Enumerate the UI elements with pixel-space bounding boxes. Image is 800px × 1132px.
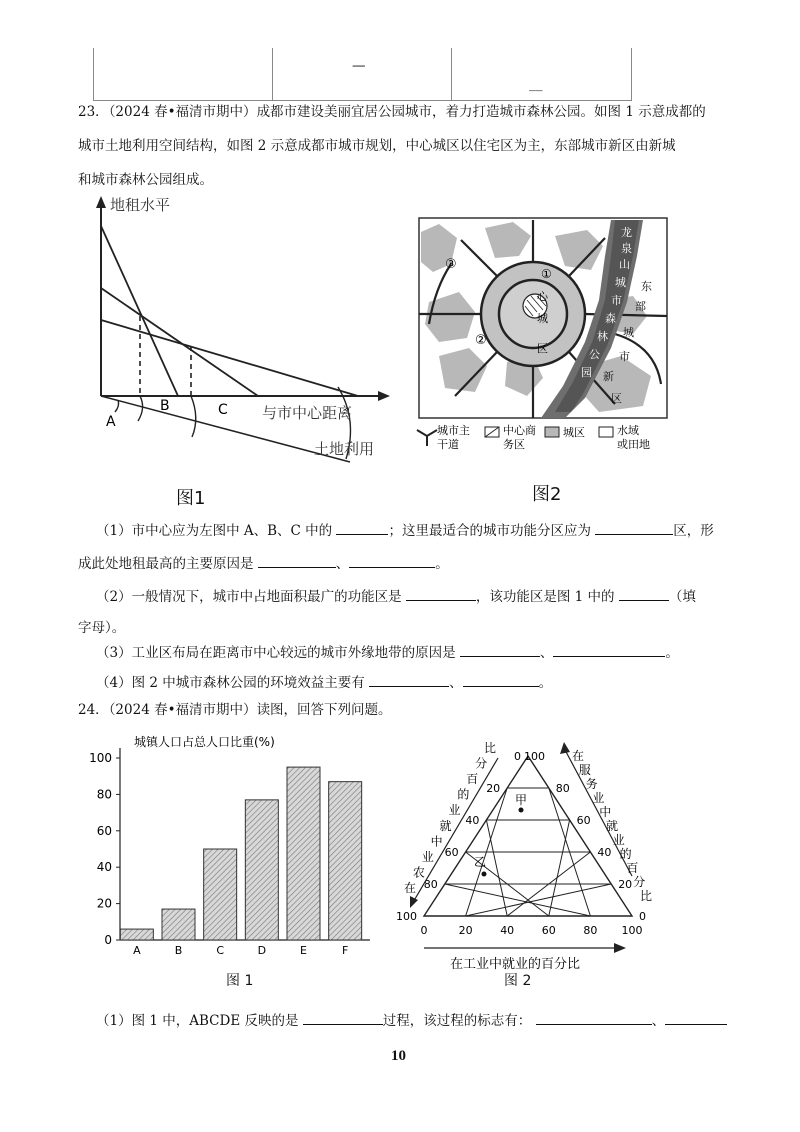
park-char: 山 (619, 258, 630, 271)
svg-text:中心商: 中心商 (503, 424, 536, 437)
bar-E (287, 767, 320, 940)
fig1-xlabel: 与市中心距离 (262, 404, 353, 422)
x-tick-label: F (342, 944, 349, 957)
question-number: 23． (78, 104, 109, 120)
fig1-label-c: C (218, 402, 228, 418)
figure-2-city-map (415, 216, 670, 456)
q23-sub1-line1: （1）市中心应为左图中 A、B、C 中的 ；这里最适合的城市功能分区应为 区，形 (96, 520, 714, 541)
ternary-right-char: 服 (578, 763, 591, 777)
answer-blank[interactable] (258, 553, 336, 568)
bar-D (245, 800, 278, 940)
map-label-1: ① (541, 267, 552, 281)
map-label-2: ② (475, 333, 487, 348)
map-center-2: 城 (537, 312, 548, 325)
ternary-left-char: 业 (448, 803, 461, 818)
svg-text:城区: 城区 (563, 426, 585, 439)
park-char: 城 (615, 276, 626, 289)
ternary-right-char: 在 (572, 749, 585, 763)
park-char: 公 (589, 348, 600, 361)
bar-A (120, 929, 153, 940)
q24-figure-2-caption: 图 2 (504, 973, 532, 989)
q23-sub2-line2: 字母）。 (78, 620, 126, 636)
y-tick-label: 40 (96, 860, 112, 875)
chart-title: 城镇人口占总人口比重(%) (134, 735, 275, 749)
ternary-left-char: 在 (404, 881, 417, 895)
svg-text:城市主: 城市主 (437, 424, 470, 437)
east-char: 区 (611, 392, 622, 405)
table-cell-dash: — (352, 58, 366, 74)
ternary-right-tick: 80 (555, 782, 570, 795)
figure-ternary-diagram (388, 736, 678, 996)
east-char: 东 (641, 280, 652, 293)
ternary-left-char: 的 (457, 787, 470, 802)
park-char: 林 (597, 330, 608, 343)
fig1-label-a: A (106, 414, 116, 430)
figure-bar-chart (88, 730, 388, 980)
point-jia-label: 甲 (515, 793, 528, 807)
ternary-left-char: 百 (466, 772, 479, 787)
bar-B (162, 909, 195, 940)
ternary-right-char: 就 (606, 819, 619, 833)
answer-blank[interactable] (336, 520, 388, 535)
park-char: 园 (581, 366, 592, 379)
grid-line (549, 820, 570, 916)
y-tick-label: 100 (89, 751, 112, 765)
question-source: （2024 春•福清市期中） (108, 702, 257, 718)
bar-F (329, 782, 362, 940)
ternary-right-tick: 40 (597, 846, 612, 859)
ternary-right-char: 比 (640, 889, 653, 903)
ternary-bottom-tick: 40 (500, 924, 515, 937)
park-char: 市 (611, 294, 622, 307)
q23-sub2-line1: （2）一般情况下，城市中占地面积最广的功能区是 ，该功能区是图 1 中的 （填 (96, 586, 696, 607)
ternary-right-char: 的 (619, 847, 632, 861)
ternary-bottom-label: 在工业中就业的百分比 (450, 957, 581, 972)
figure-1-caption: 图1 (176, 488, 206, 509)
figure-2-caption: 图2 (532, 484, 562, 505)
park-char: 泉 (621, 242, 632, 255)
ternary-left-tick: 60 (444, 846, 459, 859)
ternary-right-tick: 100 (524, 750, 545, 763)
ternary-right-char: 务 (585, 777, 598, 791)
map-legend (417, 423, 650, 451)
park-char: 森 (605, 312, 616, 325)
grid-line (486, 820, 507, 916)
ternary-left-tick: 20 (486, 782, 501, 795)
q24-figure-1-caption: 图 1 (226, 973, 254, 989)
ternary-left-char: 比 (484, 741, 497, 755)
ternary-left-char: 中 (430, 834, 443, 849)
bar-C (204, 849, 237, 940)
ternary-right-char: 分 (633, 875, 646, 889)
ternary-right-char: 业 (592, 791, 605, 805)
map-label-3: ③ (445, 257, 457, 272)
ternary-frame (421, 756, 632, 916)
q23-sub3: （3）工业区布局在距离市中心较远的城市外缘地带的原因是 、 。 (96, 642, 679, 663)
ternary-right-tick: 0 (639, 910, 646, 923)
top-table (93, 48, 632, 101)
x-tick-label: E (300, 944, 307, 957)
point-yi-marker (482, 872, 487, 877)
answer-blank[interactable] (463, 672, 539, 687)
ternary-bottom-tick: 100 (621, 924, 643, 937)
map-center-1: 心 (537, 290, 548, 303)
ternary-left-char: 就 (439, 818, 452, 833)
answer-blank[interactable] (406, 586, 476, 601)
y-tick-label: 0 (104, 933, 112, 947)
map-center-3: 区 (537, 342, 548, 355)
q24-sub1: （1）图 1 中，ABCDE 反映的是 过程，该过程的标志有： 、 (96, 1010, 727, 1031)
page-number: 10 (391, 1048, 406, 1064)
ternary-right-tick: 20 (618, 878, 633, 891)
ternary-left-tick: 80 (423, 878, 438, 891)
answer-blank[interactable] (303, 1010, 383, 1025)
question-source: （2024 春•福清市期中） (108, 104, 257, 120)
ternary-bottom-tick: 20 (458, 924, 473, 937)
x-tick-label: B (174, 944, 183, 957)
point-jia-marker (519, 808, 524, 813)
ternary-left-tick: 100 (396, 910, 417, 923)
ternary-right-char: 中 (599, 805, 612, 819)
answer-blank[interactable] (619, 586, 669, 601)
answer-blank[interactable] (349, 553, 435, 568)
q23-sub4: （4）图 2 中城市森林公园的环境效益主要有 、 。 (96, 672, 552, 693)
q24-stem: 24．（2024 春•福清市期中）读图，回答下列问题。 (78, 702, 392, 718)
ternary-left-label (404, 741, 496, 895)
y-tick-label: 20 (96, 896, 112, 911)
y-tick-label: 80 (96, 787, 112, 802)
fig1-landuse-label: 土地利用 (314, 440, 375, 458)
ternary-left-tick: 40 (465, 814, 480, 827)
svg-text:干道: 干道 (437, 438, 459, 451)
ternary-left-char: 业 (421, 849, 434, 864)
ternary-left-tick: 0 (514, 750, 521, 763)
figure-1-rent-curve (90, 192, 400, 472)
q23-line1: 23．（2024 春•福清市期中）成都市建设美丽宜居公园城市，着力打造城市森林公园。如图 1 示意成都的 (78, 104, 706, 120)
east-char: 城 (623, 326, 634, 339)
x-tick-label: A (133, 944, 141, 957)
x-tick-label: D (257, 944, 267, 957)
answer-blank[interactable] (460, 642, 540, 657)
svg-text:务区: 务区 (503, 438, 525, 451)
answer-blank[interactable] (665, 1010, 727, 1025)
svg-text:水域: 水域 (617, 424, 639, 437)
table-cell-dash: __ (529, 76, 543, 92)
q23-sub1-line2: 成此处地租最高的主要原因是 、 。 (78, 553, 449, 574)
east-char: 新 (603, 370, 614, 383)
ternary-left-char: 农 (412, 865, 425, 880)
east-char: 市 (619, 350, 630, 363)
x-tick-label: C (216, 944, 225, 957)
ternary-bottom-tick: 80 (583, 924, 598, 937)
park-char: 龙 (621, 226, 632, 239)
ternary-left-char: 分 (475, 756, 488, 771)
ternary-right-char: 百 (626, 861, 639, 875)
answer-blank[interactable] (536, 1010, 652, 1025)
answer-blank[interactable] (369, 672, 449, 687)
point-yi-label: 乙 (474, 855, 487, 869)
ternary-right-tick: 60 (576, 814, 591, 827)
svg-text:或田地: 或田地 (617, 438, 650, 451)
fig1-label-b: B (160, 398, 170, 414)
question-number: 24． (78, 702, 109, 718)
answer-blank[interactable] (595, 520, 673, 535)
east-char: 部 (635, 300, 646, 313)
q23-line2: 城市土地利用空间结构，如图 2 示意成都市城市规划，中心城区以住宅区为主，东部城市新区由新城 (78, 138, 676, 154)
q23-line3: 和城市森林公园组成。 (78, 172, 213, 188)
y-tick-label: 60 (96, 823, 112, 838)
answer-blank[interactable] (553, 642, 665, 657)
ternary-right-char: 业 (612, 833, 625, 847)
ternary-bottom-tick: 60 (541, 924, 556, 937)
fig1-ylabel: 地租水平 (110, 196, 171, 214)
ternary-bottom-tick: 0 (420, 924, 428, 937)
